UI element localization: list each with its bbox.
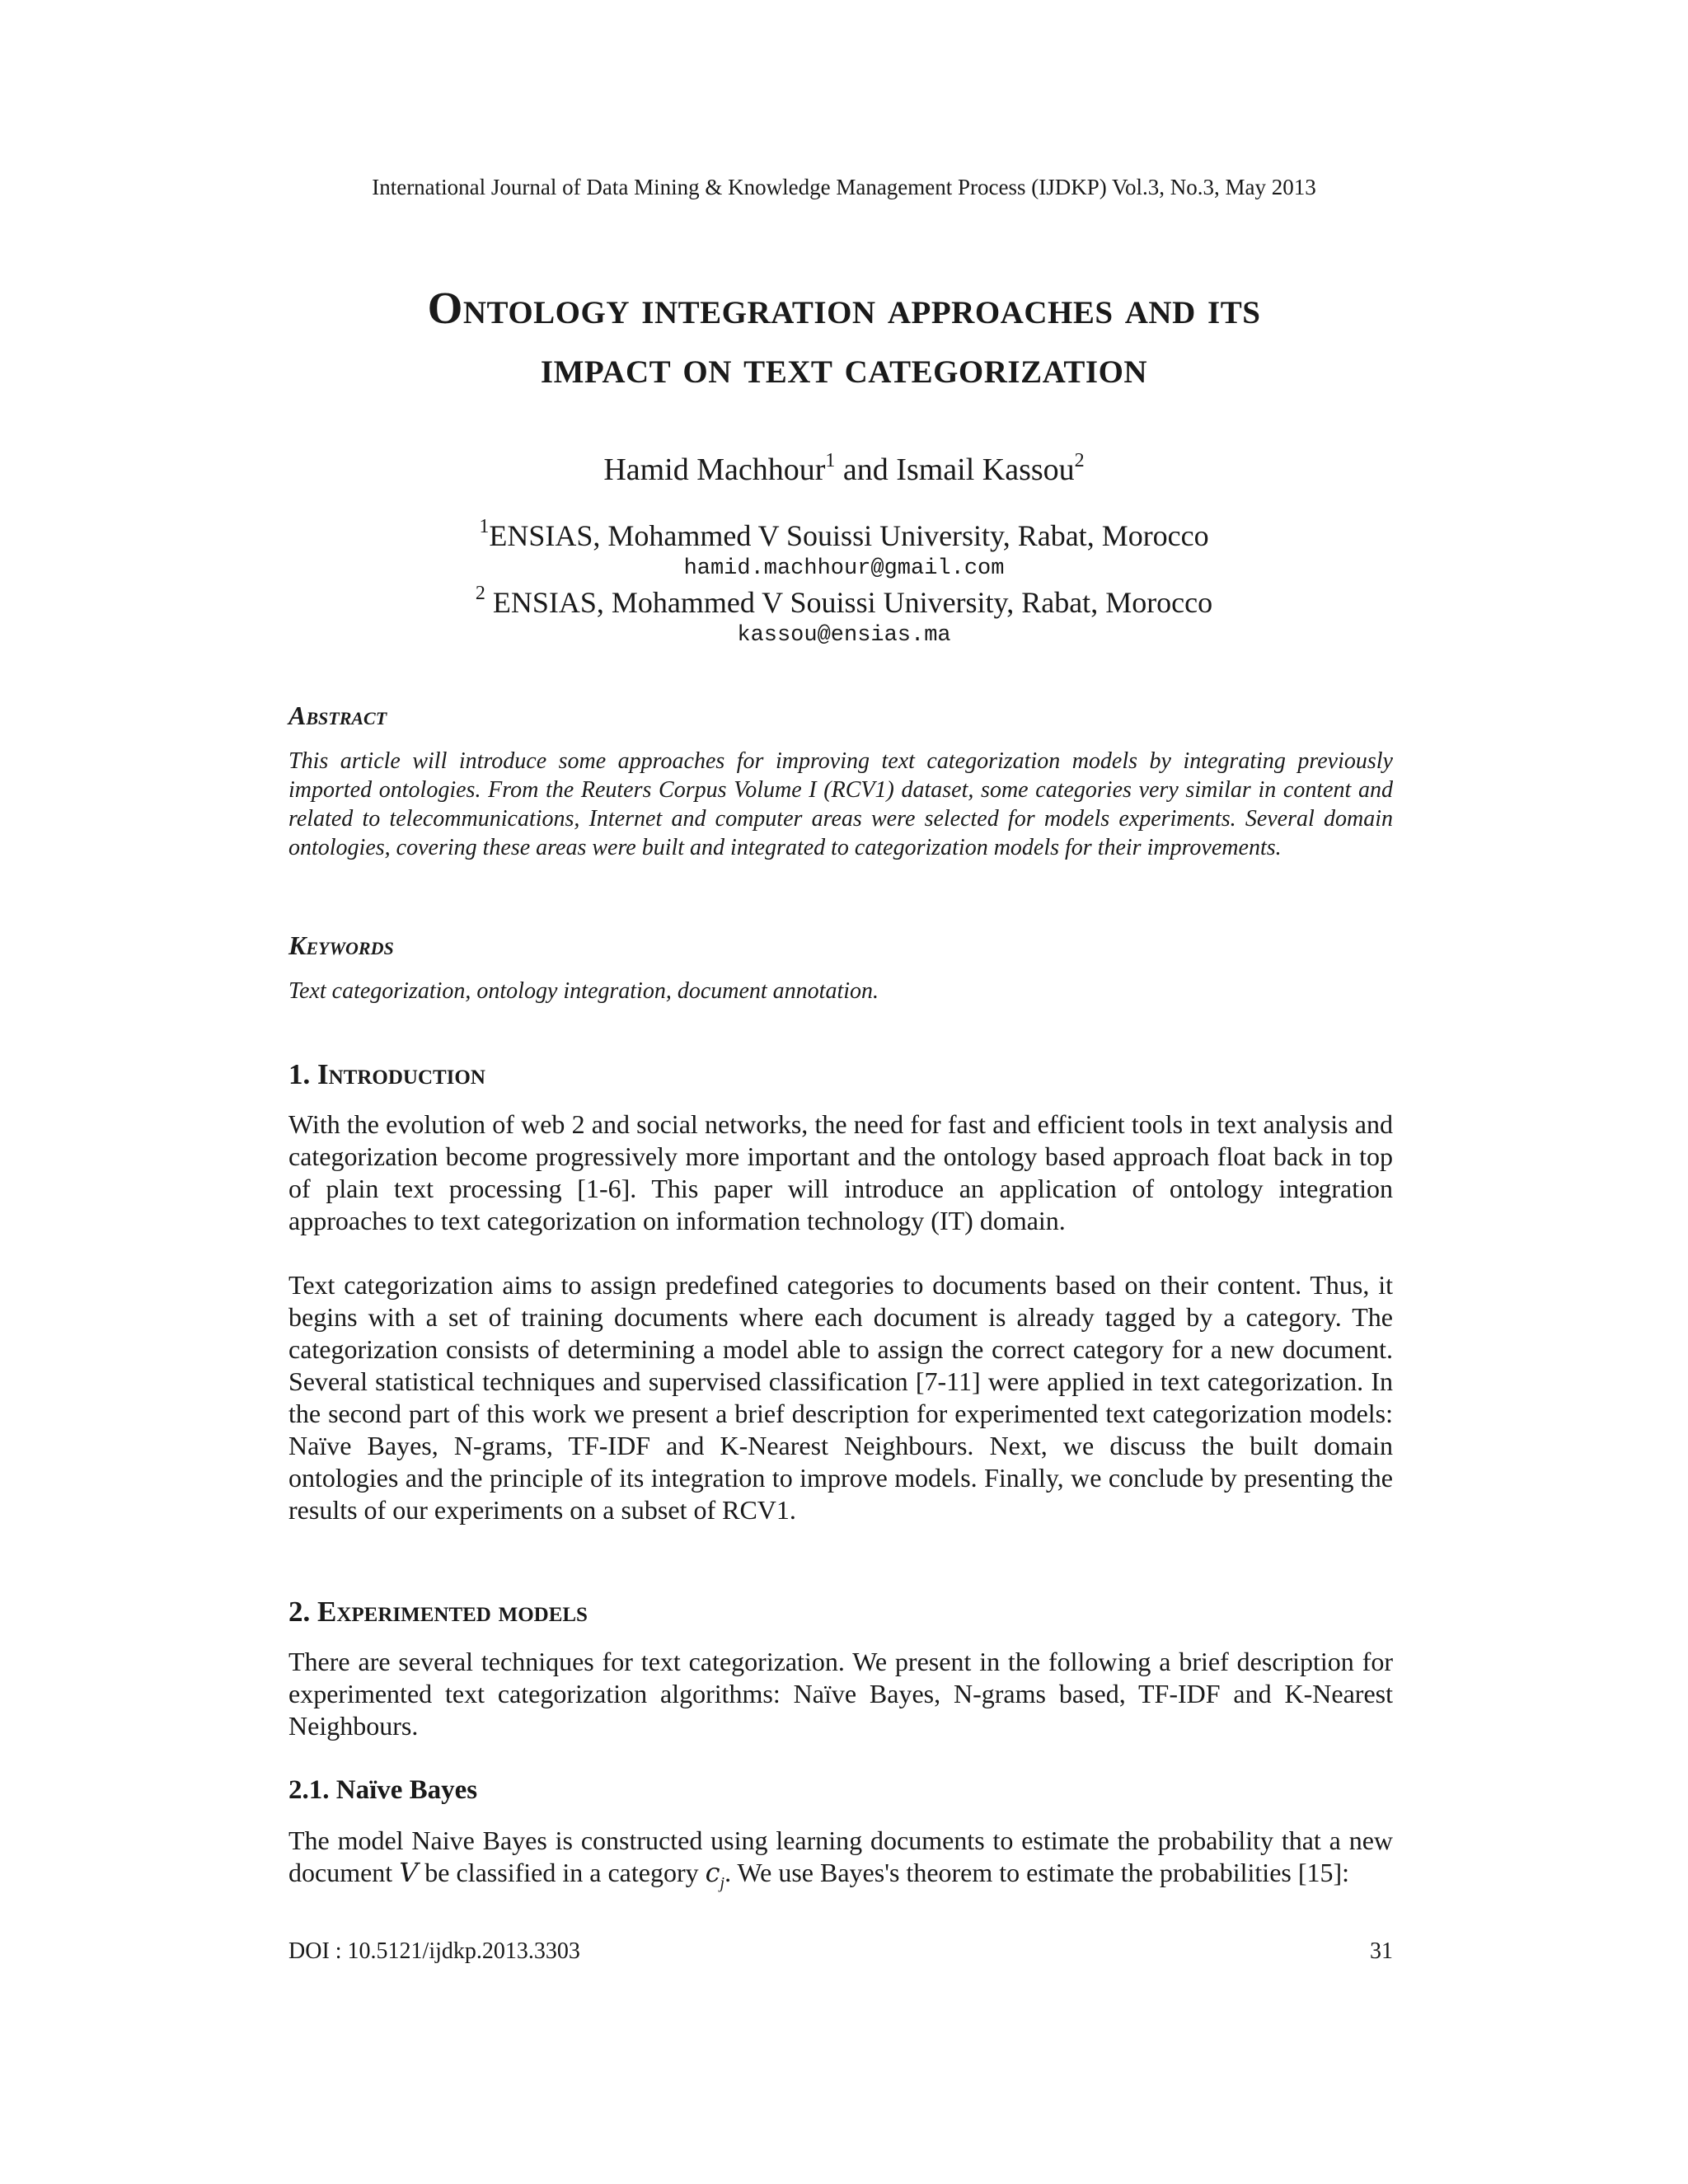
section-1-heading: 1. Introduction <box>288 1058 485 1090</box>
naive-bayes-paragraph <box>288 1825 1393 1893</box>
affiliation-1-superscript: 1 <box>479 516 490 537</box>
variable-c-subscript: j <box>720 1874 725 1892</box>
affiliation-2-text: ENSIAS, Mohammed V Souissi University, Rabat, Morocco <box>485 586 1213 619</box>
nb-text-1: The model Naive Bayes is constructed using learning documents to estimate the probability that a new document <box>288 1825 1393 1887</box>
abstract-heading: Abstract <box>288 701 387 730</box>
title-line-2: impact on text categorization <box>540 342 1148 392</box>
affiliation-2 <box>0 584 1688 625</box>
affiliation-1 <box>0 518 1688 558</box>
models-paragraph-1: There are several techniques for text categorization. We present in the following a brief description for experimented text categorization algorithms: Naïve Bayes, N-grams based, TF-IDF and K-Nearest Neighbours. <box>288 1647 1393 1741</box>
author-2: Ismail Kassou <box>896 452 1075 487</box>
footer-doi: DOI : 10.5121/ijdkp.2013.3303 <box>288 1938 580 1964</box>
section-2-heading: 2. Experimented models <box>288 1596 588 1628</box>
intro-paragraph-1: With the evolution of web 2 and social networks, the need for fast and efficient tools in text analysis and categorization become progressively more important and the ontology based approach float back in top of plain text processing [1-6]. This paper will introduce an application of ontology integration approaches to text categorization on information technology (IT) domain. <box>288 1109 1393 1235</box>
abstract-text: This article will introduce some approaches for improving text categorization models by integrating previously imported ontologies. From the Reuters Corpus Volume I (RCV1) dataset, some categories very similar in content and related to telecommunications, Internet and computer areas were selected for models experiments. Several domain ontologies, covering these areas were built and integrated to categorization models for their improvements. <box>288 748 1393 860</box>
intro-paragraph-2: Text categorization aims to assign predefined categories to documents based on their content. Thus, it begins with a set of training documents where each document is already tagged by a category. The categorization consists of determining a model able to assign the correct category for a new document. Several statistical techniques and supervised classification [7-11] were applied in text categorization. In the second part of this work we present a brief description for experimented text categorization models: Naïve Bayes, N-grams, TF-IDF and K-Nearest Neighbours. Next, we discuss the built domain ontologies and the principle of its integration to improve models. Finally, we conclude by presenting the results of our experiments on a subset of RCV1. <box>288 1270 1393 1525</box>
title-line-1: Ontology integration approaches and its <box>427 283 1261 333</box>
nb-text-3: . We use Bayes's theorem to estimate the probabilities [15]: <box>724 1858 1350 1887</box>
affiliation-1-email: hamid.machhour@gmail.com <box>683 556 1005 581</box>
author-1: Hamid Machhour <box>603 452 826 487</box>
nb-text-2: be classified in a category <box>418 1858 706 1887</box>
page-number: 31 <box>1370 1938 1393 1964</box>
author-1-superscript: 1 <box>825 450 836 471</box>
author-joiner: and <box>835 452 897 487</box>
running-header: International Journal of Data Mining & Knowledge Management Process (IJDKP) Vol.3, No.3, May 2013 <box>372 175 1316 199</box>
variable-c: c <box>705 1857 720 1888</box>
affiliation-2-email: kassou@ensias.ma <box>737 623 951 648</box>
variable-v: V <box>399 1857 419 1888</box>
affiliation-2-superscript: 2 <box>475 583 485 604</box>
affiliation-1-text: ENSIAS, Mohammed V Souissi University, Rabat, Morocco <box>489 519 1209 552</box>
keywords-text: Text categorization, ontology integration, document annotation. <box>288 978 879 1004</box>
subsection-2-1-heading: 2.1. Naïve Bayes <box>288 1775 478 1805</box>
keywords-heading: Keywords <box>288 930 394 960</box>
author-2-superscript: 2 <box>1074 450 1085 471</box>
paper-title <box>247 279 1441 397</box>
author-list <box>0 449 1688 494</box>
